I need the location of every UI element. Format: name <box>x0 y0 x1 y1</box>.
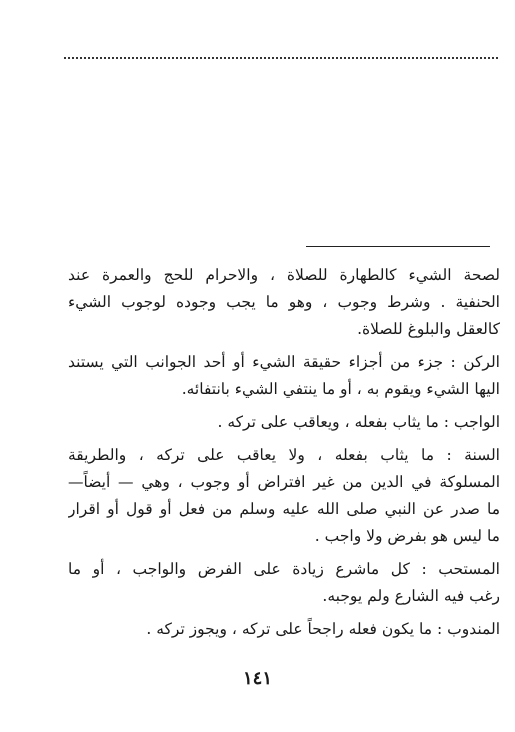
text-line: ما ليس هو بفرض ولا واجب . <box>314 527 500 545</box>
page-body-text <box>68 262 500 643</box>
term-definition-rukn: الركن : جزء من أجزاء حقيقة الشيء أو أحد الجوانب التي يستند <box>68 353 500 371</box>
page-number: ١٤١ <box>242 668 272 689</box>
term-definition-mandub: المندوب : ما يكون فعله راجحاً على تركه ، ويجوز تركه . <box>146 620 500 638</box>
term-definition-mustahab: المستحب : كل ماشرع زيادة على الفرض والواجب ، أو ما <box>68 560 500 578</box>
text-line: لصحة الشيء كالطهارة للصلاة ، والاحرام للحج والعمرة عند <box>68 266 500 284</box>
term-definition-sunna: السنة : ما يثاب بفعله ، ولا يعاقب على تركه ، والطريقة <box>68 446 500 464</box>
text-line: اليها الشيء ويقوم به ، أو ما ينتفي الشيء بانتفائه. <box>181 380 500 398</box>
footnote-separator-rule <box>306 246 490 247</box>
text-line: رغب فيه الشارع ولم يوجبه. <box>322 587 500 605</box>
text-line: الحنفية . وشرط وجوب ، وهو ما يجب وجوده لوجوب الشيء <box>68 293 500 311</box>
text-line: كالعقل والبلوغ للصلاة. <box>357 320 500 338</box>
text-line: المسلوكة في الدين من غير افتراض أو وجوب ، وهي — أيضاً— <box>68 473 500 491</box>
text-line: ما صدر عن النبي صلى الله عليه وسلم من فعل أو قول أو اقرار <box>68 500 500 518</box>
header-dotted-rule <box>64 57 498 59</box>
term-definition-wajib: الواجب : ما يثاب بفعله ، ويعاقب على تركه . <box>217 413 500 431</box>
